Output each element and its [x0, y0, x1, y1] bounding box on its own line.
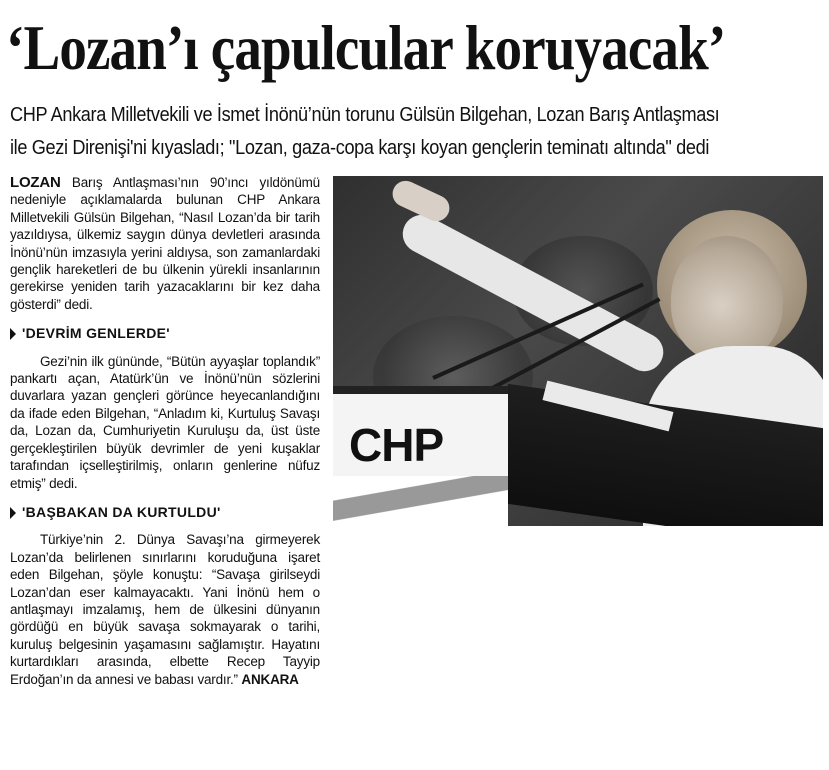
speaker-face	[671, 236, 783, 362]
deck-line-2: ile Gezi Direnişi'ni kıyasladı; "Lozan, gaza-copa karşı koyan gençlerin teminatı altında" dedi	[10, 136, 710, 159]
subhead-1	[10, 325, 320, 342]
triangle-bullet-icon	[10, 328, 16, 340]
headline: ‘Lozan’ı çapulcular koruyacak’	[6, 12, 726, 83]
paragraph-2: Gezi’nin ilk gününde, “Bütün ayyaşlar toplandık” pankartı açan, Atatürk’ün ve İnönü’nün sözlerini duvarlara yazan gençleri görünce heyecanlandığını da ifade eden Bilgehan, “Anladım ki, Kurtuluş Savaşı da, Lozan da, Cumhuriyetin Kuruluşu da, üst üste gerçekleştirilen büyük devrimler de yeni kuşaklar tarafından içselleştirilmiş, onların genlerine nüfuz etmiş” dedi.	[10, 353, 320, 491]
triangle-bullet-icon	[10, 507, 16, 519]
article-body	[10, 174, 320, 688]
paragraph-1-text: Barış Antlaşması’nın 90’ıncı yıldönümü nedeniyle açıklamalarda bulunan CHP Ankara Milletvekili Gülsün Bilgehan, “Nasıl Lozan’da bir tarih yazıldıysa, ülkemiz saygın dünya devletleri arasında İnönü’nün imzasıyla yerini aldıysa, son zamanlardaki gençlik hareketleri de bu ülkenin yürekli insanlarının gerekirse yeniden tarih yazacaklarını bir kez daha gösterdi” dedi.	[10, 175, 320, 312]
deck	[10, 98, 807, 164]
podium-stripe	[333, 476, 508, 526]
subhead-1-text: 'DEVRİM GENLERDE'	[22, 325, 170, 342]
dateline: ANKARA	[241, 671, 299, 687]
subhead-2-text: 'BAŞBAKAN DA KURTULDU'	[22, 503, 221, 520]
podium-label: CHP	[349, 419, 444, 471]
news-photo	[333, 176, 823, 526]
deck-line-1: CHP Ankara Milletvekili ve İsmet İnönü’nün torunu Gülsün Bilgehan, Lozan Barış Antlaşması	[10, 103, 720, 126]
lead-word: LOZAN	[10, 174, 61, 191]
paragraph-3	[10, 531, 320, 688]
subhead-2	[10, 504, 320, 521]
paragraph-1	[10, 174, 320, 313]
paragraph-3-text: Türkiye’nin 2. Dünya Savaşı’na girmeyerek Lozan’da belirlenen sınırlarını koruduğuna işaret eden Bilgehan, şöyle konuştu: “Savaşa girilseydi Lozan’dan eser kalmayacaktı. Yani İnönü hem o antlaşmayı imzalamış, hem de ülkesini dünyanın gördüğü en büyük savaşa sokmayarak o tarihi, kuruluş belgesinin yaşamasını sağlamıştır. Hayatını kurtardıkları arasında, elbette Recep Tayyip Erdoğan’ın da annesi ve babası vardır.”	[10, 532, 320, 687]
